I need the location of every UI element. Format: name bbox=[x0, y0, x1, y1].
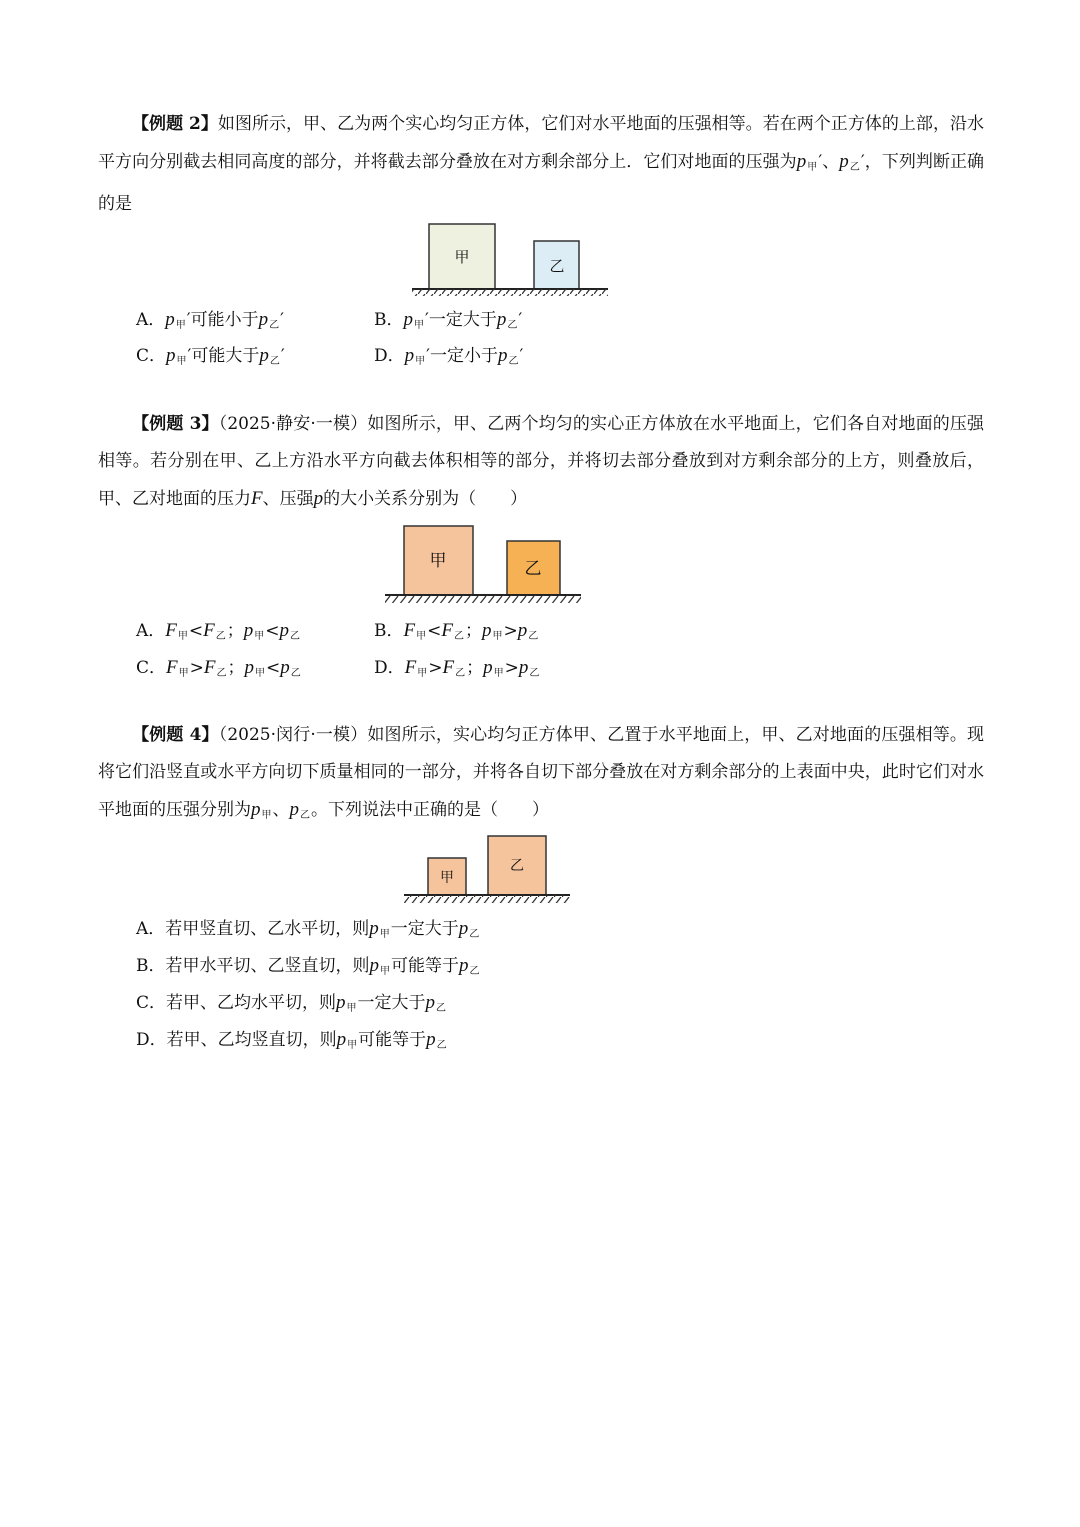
question-2-option-d[interactable]: D．$p_甲'$一定小于$p_乙'$ bbox=[374, 345, 524, 367]
question-2-figure bbox=[410, 222, 612, 298]
question-2-option-c[interactable]: C．$p_甲'$可能大于$p_乙'$ bbox=[136, 345, 285, 367]
cube-yi-label: 乙 bbox=[549, 257, 565, 275]
question-4-option-c[interactable]: C．若甲、乙均水平切，则$p_甲$一定大于$p_乙$ bbox=[136, 992, 447, 1014]
question-4-figure bbox=[402, 834, 574, 906]
question-4-option-a[interactable]: A．若甲竖直切、乙水平切，则$p_甲$一定大于$p_乙$ bbox=[136, 918, 480, 940]
cube-jia-label: 甲 bbox=[454, 248, 470, 266]
question-2-stem: 【例题 2】如图所示，甲、乙为两个实心均匀正方体，它们对水平地面的压强相等。若在两个正方体的上部，沿水平方向分别截去相同高度的部分，并将截去部分叠放在对方剩余部分上．它们对地面的压强为$p_甲'$、$p_乙'$，下列判断正确的是 bbox=[98, 114, 985, 214]
question-3-text: （2025·静安·一模）如图所示，甲、乙两个均匀的实心正方体放在水平地面上，它们各自对地面的压强相等。若分别在甲、乙上方沿水平方向截去体积相等的部分，并将切去部分叠放到对方剩余部分的上方，则叠放后，甲、乙对地面的压力 bbox=[98, 414, 984, 509]
ground-hatch bbox=[404, 895, 570, 903]
question-2-tag: 【例题 2】 bbox=[132, 114, 218, 134]
cube-jia-label: 甲 bbox=[440, 870, 454, 886]
question-3-option-a[interactable]: A．$F_甲<F_乙$；$p_甲<p_乙$ bbox=[136, 620, 300, 642]
cube-yi-label: 乙 bbox=[510, 858, 524, 874]
question-2-option-b[interactable]: B．$p_甲'$一定大于$p_乙'$ bbox=[374, 309, 523, 331]
question-4-text: （2025·闵行·一模）如图所示，实心均匀正方体甲、乙置于水平地面上，甲、乙对地面的压强相等。现将它们沿竖直或水平方向切下质量相同的一部分，并将各自切下部分叠放在对方剩余部分的上表面中央，此时它们对水平地面的压强分别为 bbox=[98, 725, 984, 820]
question-4-option-b[interactable]: B．若甲水平切、乙竖直切，则$p_甲$可能等于$p_乙$ bbox=[136, 955, 480, 977]
ground-hatch bbox=[385, 595, 581, 603]
question-3-option-d[interactable]: D．$F_甲>F_乙$；$p_甲>p_乙$ bbox=[374, 657, 540, 679]
question-2-option-a[interactable]: A．$p_甲'$可能小于$p_乙'$ bbox=[136, 309, 285, 331]
question-3-option-c[interactable]: C．$F_甲>F_乙$；$p_甲<p_乙$ bbox=[136, 657, 301, 679]
cube-jia-label: 甲 bbox=[429, 551, 447, 571]
question-3-option-b[interactable]: B．$F_甲<F_乙$；$p_甲>p_乙$ bbox=[374, 620, 539, 642]
question-2-text: 如图所示，甲、乙为两个实心均匀正方体，它们对水平地面的压强相等。若在两个正方体的上部，沿水平方向分别截去相同高度的部分，并将截去部分叠放在对方剩余部分上．它们对地面的压强为 bbox=[98, 114, 984, 172]
question-3-figure bbox=[383, 524, 585, 606]
cube-yi-label: 乙 bbox=[524, 559, 542, 579]
question-3-tag: 【例题 3】 bbox=[132, 414, 219, 434]
ground-hatch bbox=[412, 289, 608, 296]
question-4-tag: 【例题 4】 bbox=[132, 725, 219, 745]
question-4-option-d[interactable]: D．若甲、乙均竖直切，则$p_甲$可能等于$p_乙$ bbox=[136, 1029, 447, 1051]
question-4-stem: 【例题 4】（2025·闵行·一模）如图所示，实心均匀正方体甲、乙置于水平地面上，甲、乙对地面的压强相等。现将它们沿竖直或水平方向切下质量相同的一部分，并将各自切下部分叠放在对方剩余部分的上表面中央，此时它们对水平地面的压强分别为$p_甲$、$p_乙$。下列说法中正确的是（ ） bbox=[98, 725, 984, 821]
question-3-stem: 【例题 3】（2025·静安·一模）如图所示，甲、乙两个均匀的实心正方体放在水平地面上，它们各自对地面的压强相等。若分别在甲、乙上方沿水平方向截去体积相等的部分，并将切去部分叠放到对方剩余部分的上方，则叠放后，甲、乙对地面的压力F、压强p的大小关系分别为（ ） bbox=[98, 414, 984, 509]
